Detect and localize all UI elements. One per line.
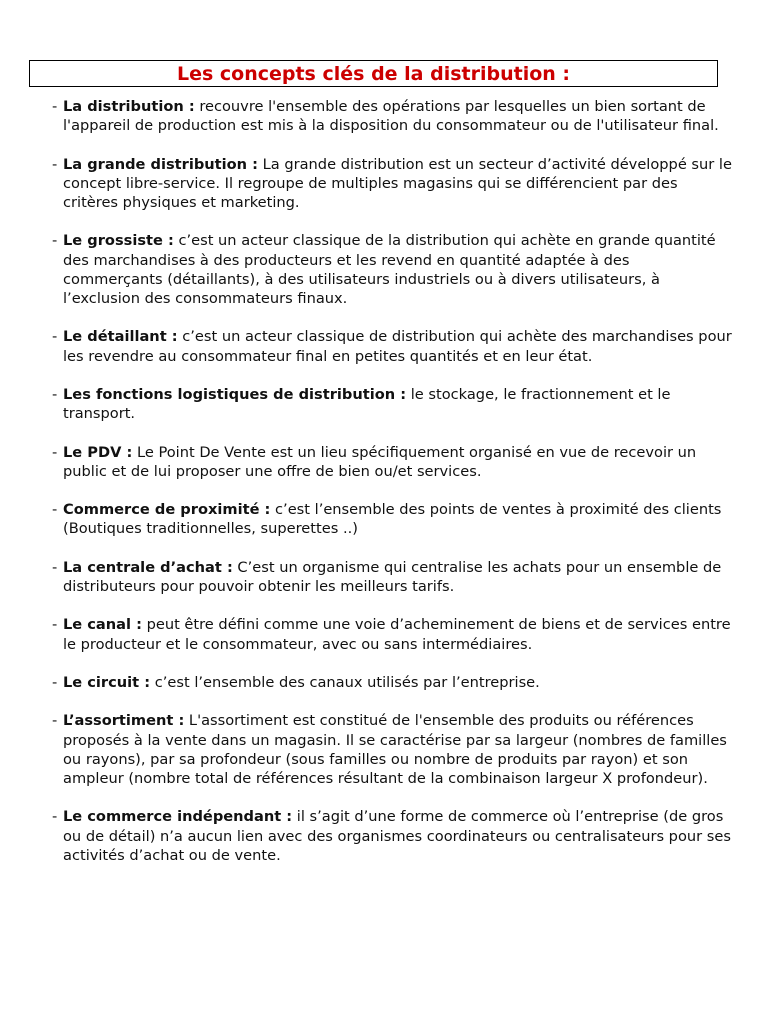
list-dash: - bbox=[52, 98, 58, 115]
list-dash: - bbox=[52, 712, 58, 730]
item-term: Le détaillant : bbox=[63, 328, 178, 346]
item-term: Les fonctions logistiques de distribution : bbox=[63, 385, 407, 403]
list-item bbox=[52, 711, 732, 788]
item-term: La distribution : bbox=[63, 98, 195, 115]
item-definition: Le Point De Vente est un lieu spécifiquement organisé en vue de recevoir un public et de lui proposer une offre de bien ou/et services. bbox=[63, 443, 697, 480]
list-item bbox=[52, 443, 732, 481]
definition-list bbox=[52, 97, 732, 884]
item-term: Commerce de proximité : bbox=[63, 501, 271, 519]
item-term: Le PDV : bbox=[63, 443, 133, 461]
list-dash: - bbox=[52, 616, 58, 634]
item-definition: il s’agit d’une forme de commerce où l’entreprise (de gros ou de détail) n’a aucun lien avec des organismes coordinateurs ou centralisateurs pour ses activités d’achat ou de vente. bbox=[63, 808, 731, 864]
item-term: L’assortiment : bbox=[63, 712, 185, 730]
list-dash: - bbox=[52, 155, 58, 173]
list-dash: - bbox=[52, 558, 58, 576]
item-definition: peut être défini comme une voie d’acheminement de biens et de services entre le producteur et le consommateur, avec ou sans intermédiaires. bbox=[63, 616, 731, 653]
list-item bbox=[52, 673, 732, 692]
item-definition: c’est l’ensemble des canaux utilisés par l’entreprise. bbox=[150, 673, 540, 691]
page-title: Les concepts clés de la distribution : bbox=[176, 62, 571, 85]
item-term: Le commerce indépendant : bbox=[63, 808, 293, 826]
item-definition: le stockage, le fractionnement et le transport. bbox=[63, 385, 671, 423]
list-dash: - bbox=[52, 673, 58, 691]
list-item bbox=[52, 807, 732, 865]
item-definition: c’est un acteur classique de distribution qui achète des marchandises pour les revendre au consommateur final en petites quantités et en leur état. bbox=[63, 328, 732, 365]
item-definition: recouvre l'ensemble des opérations par lesquelles un bien sortant de l'appareil de production est mis à la disposition du consommateur ou de l'utilisateur final. bbox=[63, 98, 719, 135]
list-item bbox=[52, 558, 732, 596]
list-dash: - bbox=[52, 501, 58, 519]
item-term: Le grossiste : bbox=[63, 232, 174, 250]
title-box bbox=[29, 60, 718, 87]
item-definition: c’est l’ensemble des points de ventes à proximité des clients (Boutiques traditionnelles, superettes ..) bbox=[63, 501, 722, 538]
list-dash: - bbox=[52, 232, 58, 250]
list-item bbox=[52, 97, 732, 135]
item-definition: C’est un organisme qui centralise les achats pour un ensemble de distributeurs pour pouvoir obtenir les meilleurs tarifs. bbox=[63, 558, 722, 595]
list-item bbox=[52, 155, 732, 213]
list-dash: - bbox=[52, 328, 58, 346]
item-definition: La grande distribution est un secteur d’activité développé sur le concept libre-service. Il regroupe de multiples magasins qui se différencient par des critères physiques et marketing. bbox=[63, 155, 732, 211]
list-item bbox=[52, 385, 732, 423]
list-item bbox=[52, 615, 732, 653]
item-term: Le canal : bbox=[63, 616, 142, 634]
item-definition: L'assortiment est constitué de l'ensemble des produits ou références proposés à la vente dans un magasin. Il se caractérise par sa largeur (nombres de familles ou rayons), par sa profondeur (sous familles ou nombre de produits par rayon) et son ampleur (nombre total de références résultant de la combinaison largeur X profondeur). bbox=[63, 712, 727, 787]
list-item bbox=[52, 500, 732, 538]
item-term: La grande distribution : bbox=[63, 155, 258, 173]
item-definition: c’est un acteur classique de la distribution qui achète en grande quantité des marchandises à des producteurs et les revend en quantité adaptée à des commerçants (détaillants), à des utilisateurs industriels ou à divers utilisateurs, à l’exclusion des consommateurs finaux. bbox=[63, 232, 716, 307]
list-dash: - bbox=[52, 385, 58, 403]
list-item bbox=[52, 327, 732, 365]
item-term: La centrale d’achat : bbox=[63, 558, 233, 576]
list-item bbox=[52, 231, 732, 308]
list-dash: - bbox=[52, 443, 58, 461]
list-dash: - bbox=[52, 808, 58, 826]
item-term: Le circuit : bbox=[63, 673, 151, 691]
